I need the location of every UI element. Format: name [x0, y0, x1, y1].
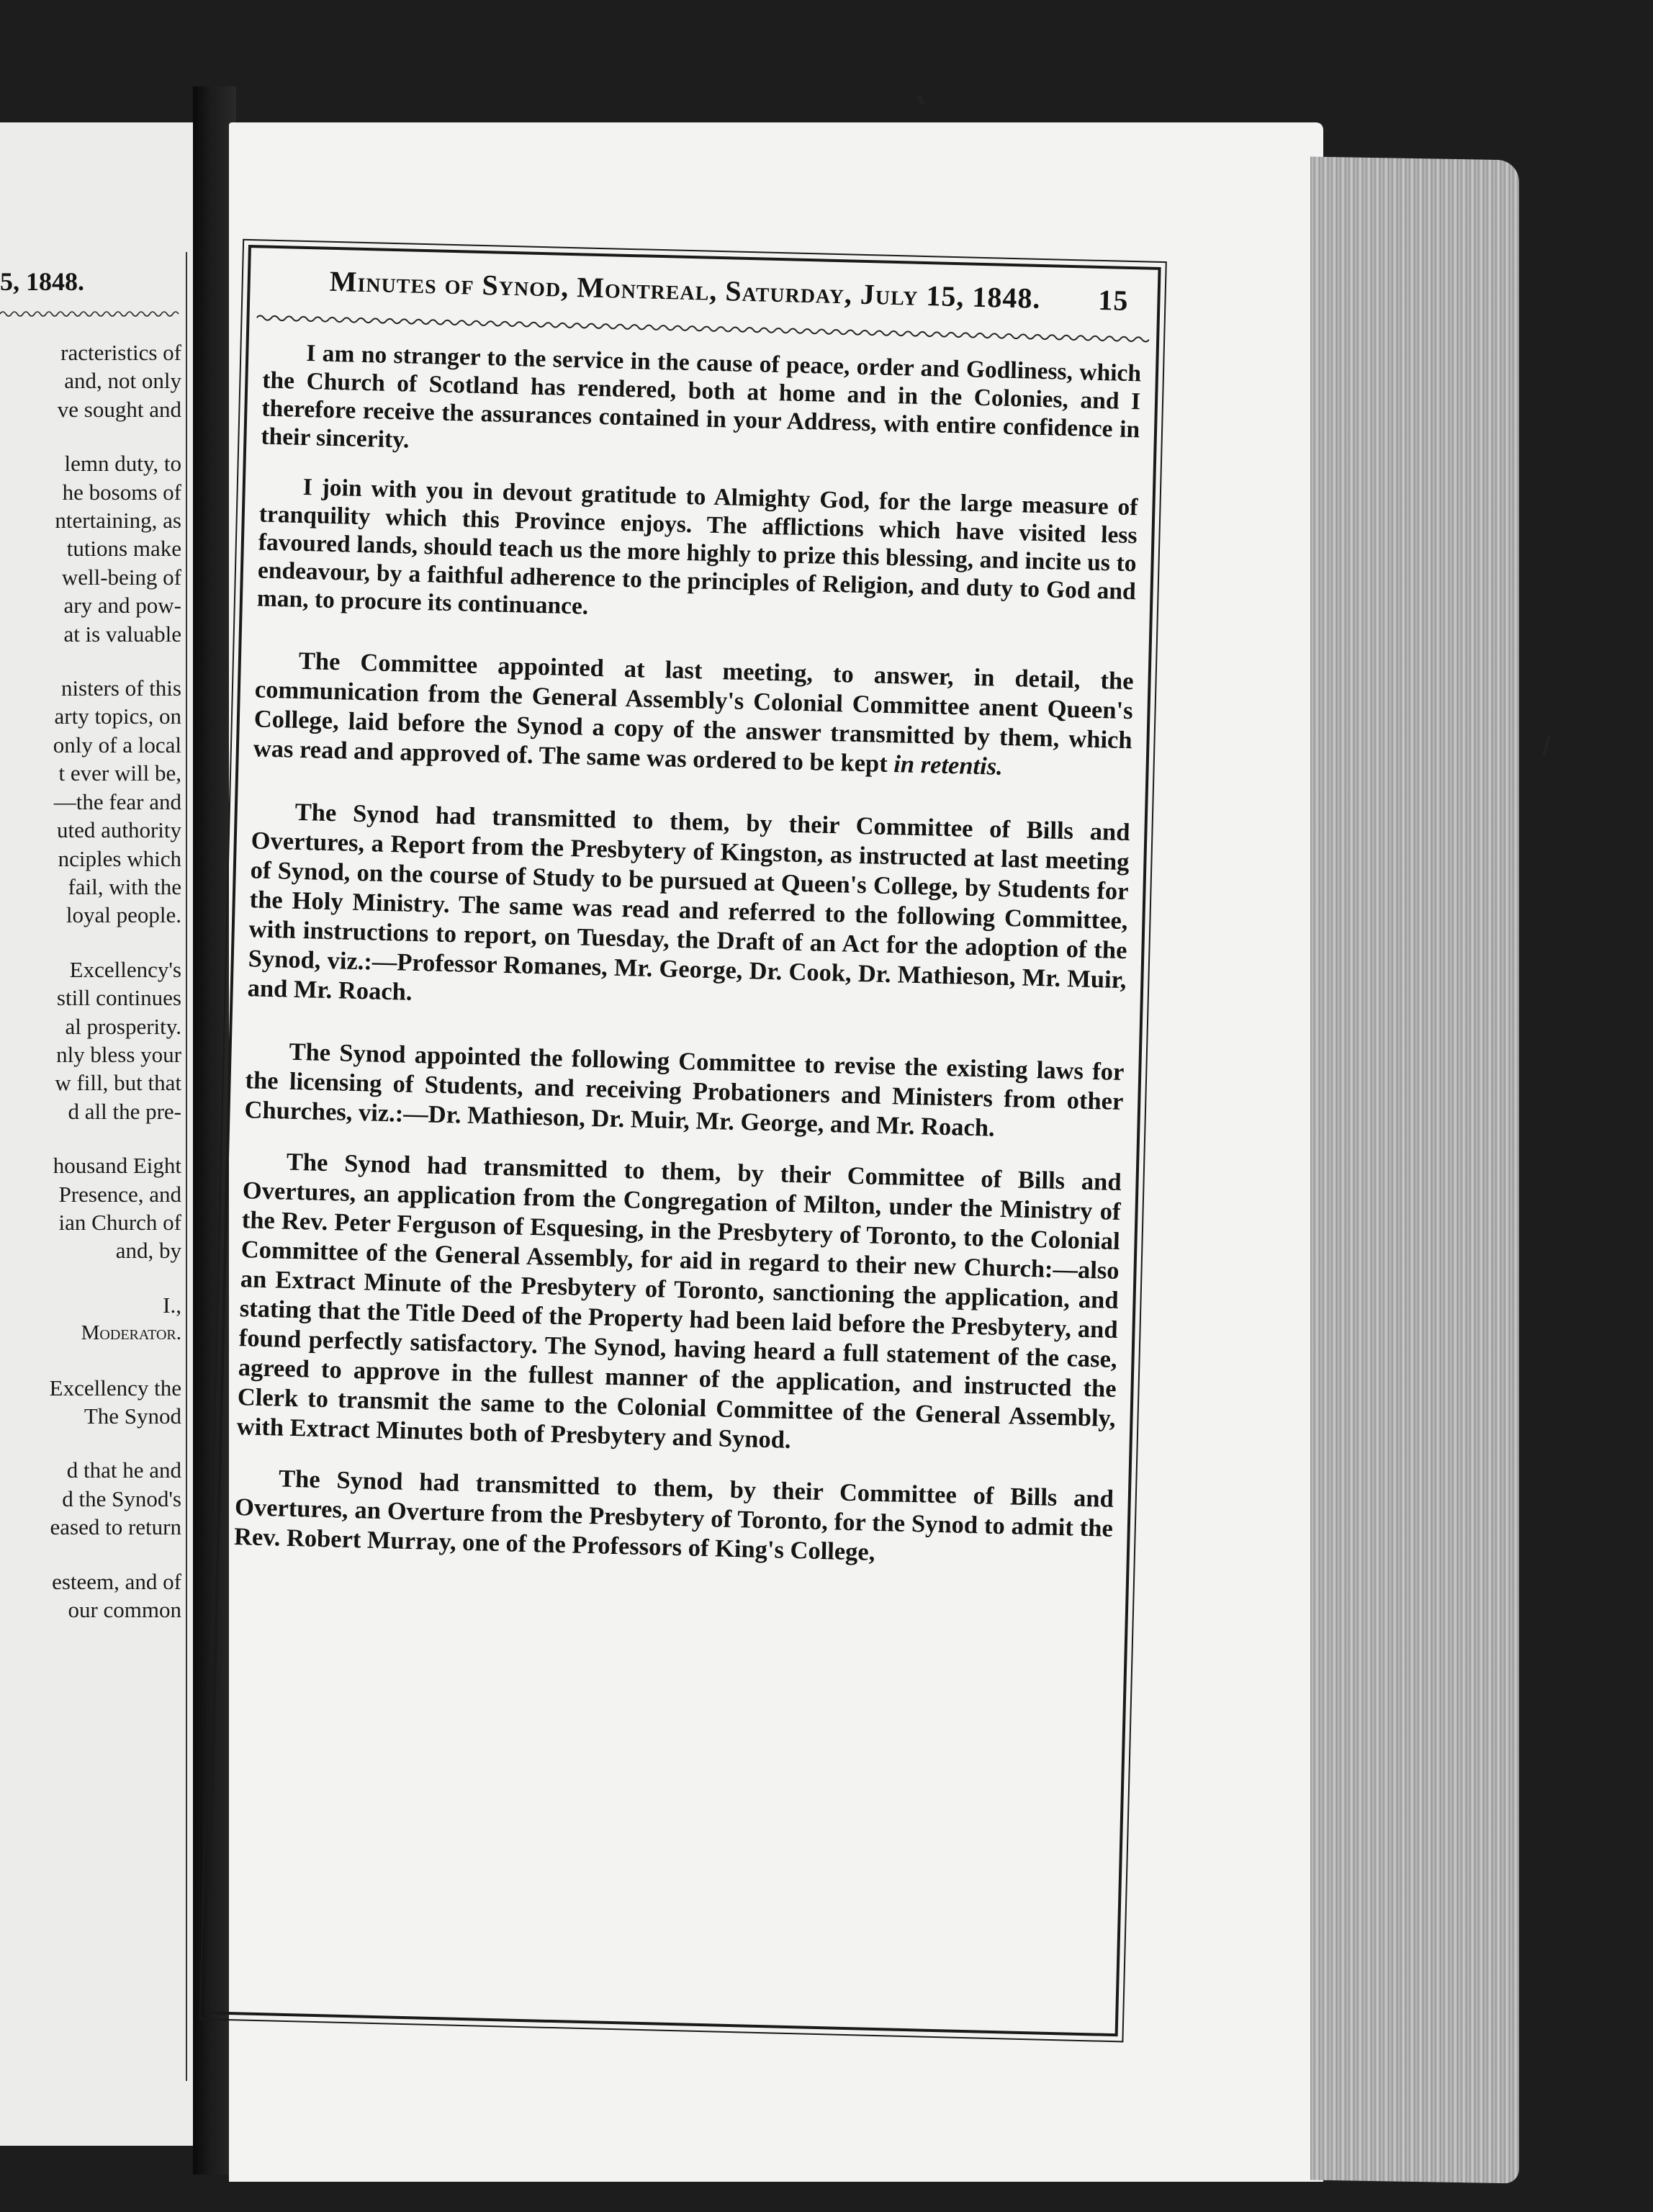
left-line: d the Synod's — [62, 1485, 181, 1511]
scan-speck — [1542, 734, 1551, 756]
left-page-text — [0, 338, 181, 1624]
left-line: and, by — [115, 1238, 181, 1264]
paragraph-reply-2: I join with you in devout gratitude to Almighty God, for the large measure of tranquility which this Province enjoys. The afflictions which have visited less favoured lands, should teach us the more highly to prize this blessing, and incite us to endeavour, by a faithful adherence to the principles of Religion, and duty to God and man, to procure its continuance. — [256, 473, 1138, 620]
left-line: nly bless your — [56, 1041, 181, 1067]
left-line: at is valuable — [63, 621, 181, 647]
left-line: arty topics, on — [54, 703, 181, 729]
left-line-gap — [0, 1430, 181, 1456]
left-line-gap — [0, 1265, 181, 1291]
paragraph-licensing-committee: The Synod appointed the following Committee to revise the existing laws for the licensing of Students, and receiving Probationers and Ministers from other Churches, viz.:—Dr. Mathieson, Dr. Muir, Mr. George, and Mr. Roach. — [244, 1038, 1125, 1142]
scan-speck — [916, 94, 925, 105]
left-line-gap — [0, 930, 181, 956]
left-line-gap — [0, 1348, 181, 1374]
left-line: d that he and — [66, 1457, 181, 1483]
left-line: nciples which — [58, 845, 181, 871]
page-edges — [1310, 156, 1519, 2183]
left-line: racteristics of — [60, 340, 181, 365]
left-line: Excellency's — [69, 956, 181, 982]
left-line: fail, with the — [68, 873, 181, 899]
left-line-gap — [0, 1542, 181, 1568]
left-line: well-being of — [61, 564, 181, 590]
paragraph-study-report: The Synod had transmitted to them, by their Committee of Bills and Overtures, a Report from the Presbytery of Kingston, as instructed at last meeting of Synod, on the course of Study to be pursued at Queen's College, by Students for the Holy Ministry. The same was read and referred to the following Committee, with instructions to report, on Tuesday, the Draft of an Act for the adoption of the Synod, viz.:—Professor Romanes, Mr. George, Dr. Cook, Dr. Mathieson, Mr. Muir, and Mr. Roach. — [247, 798, 1130, 1006]
paragraph-murray-overture: The Synod had transmitted to them, by their Committee of Bills and Overtures, an Overture from the Presbytery of Toronto, for the Synod to admit the Rev. Robert Murray, one of the Professors of King's College, — [233, 1465, 1114, 1566]
body-text — [234, 338, 1142, 1573]
left-line: still continues — [56, 985, 181, 1011]
left-line: nisters of this — [60, 675, 181, 701]
left-line: he bosoms of — [62, 479, 181, 505]
left-facing-page — [0, 122, 193, 2146]
left-line-gap — [0, 648, 181, 674]
left-line: I., — [163, 1292, 181, 1318]
left-page-header: 5, 1848. — [0, 267, 84, 296]
left-line: ve sought and — [57, 396, 181, 422]
left-line: uted authority — [56, 817, 181, 843]
left-line: only of a local — [53, 732, 181, 757]
paragraph-committee-answer — [253, 645, 1134, 785]
left-line: al prosperity. — [65, 1013, 181, 1039]
left-line: and, not only — [64, 368, 181, 394]
left-line: t ever will be, — [58, 760, 181, 786]
running-head-title: Minutes of Synod, Montreal, Saturday, July 15, 1848. — [329, 264, 1042, 315]
left-line: ian Church of — [58, 1209, 181, 1235]
left-line: esteem, and of — [52, 1568, 181, 1594]
left-line: lemn duty, to — [64, 451, 181, 477]
left-line: ntertaining, as — [55, 508, 181, 534]
left-wavy-rule — [0, 310, 180, 318]
left-line: ary and pow- — [63, 593, 181, 619]
left-line: Excellency the — [49, 1375, 181, 1401]
left-page-border-rule — [186, 252, 187, 2081]
page-frame — [205, 245, 1161, 2036]
paragraph-milton-application: The Synod had transmitted to them, by their Committee of Bills and Overtures, an application from the Congregation of Milton, under the Ministry of the Rev. Peter Ferguson of Esquesing, in the Presbytery of Toronto, to the Colonial Committee of the General Assembly, for aid in regard to their new Church:—also an Extract Minute of the Presbytery of Toronto, sanctioning the application, and stating that the Title Deed of the Property had been laid before the Presbytery, and found perfectly satisfactory. The Synod, having heard a full statement of the case, agreed to approve in the fullest manner of the application, and instructed the Clerk to transmit the same to the Colonial Committee of the General Assembly, with Extract Minutes both of Presbytery and Synod. — [236, 1148, 1122, 1454]
left-line: Presence, and — [58, 1181, 181, 1207]
left-line: The Synod — [84, 1403, 181, 1429]
paragraph-committee-answer-text: The Committee appointed at last meeting, to answer, in detail, the communication from the General Assembly's Colonial Committee anent Queen's College, laid before the Synod a copy of the answer transmitted by them, which was read and approved of. The same was ordered to be kept — [253, 647, 1135, 778]
paragraph-reply-1: I am no stranger to the service in the cause of peace, order and Godliness, which the Church of Scotland has rendered, both at home and in the Colonies, and I therefore receive the assurances contained in your Address, with entire confidence in their sincerity. — [261, 340, 1142, 454]
left-line: loyal people. — [66, 902, 181, 928]
left-line: w fill, but that — [55, 1070, 181, 1096]
in-retentis-phrase: in retentis. — [893, 750, 1004, 781]
left-line-gap — [0, 423, 181, 449]
left-line: tutions make — [66, 536, 181, 562]
left-line: housand Eight — [53, 1153, 181, 1179]
left-line: —the fear and — [53, 788, 181, 814]
left-line: our common — [68, 1597, 181, 1623]
left-line: eased to return — [50, 1514, 181, 1540]
page-number: 15 — [1097, 283, 1130, 317]
left-line: Moderator. — [81, 1321, 181, 1345]
left-line-gap — [0, 1125, 181, 1151]
left-line: d all the pre- — [68, 1098, 181, 1124]
